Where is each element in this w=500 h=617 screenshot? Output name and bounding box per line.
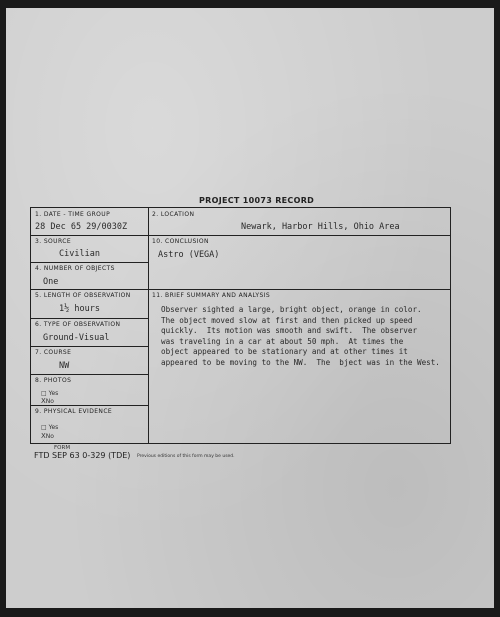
- summary-text: Observer sighted a large, bright object, orange in color. The object moved slow at first and then picked up speed quickly. Its motion was smooth and swift. The observer was traveling in a car at about 50 mph. At times the object appeared to be stationary and at other times it appeared to be moving to the NW. The bject was in the West.: [161, 305, 440, 367]
- photos-yes-option: □ Yes: [41, 390, 59, 397]
- conclusion-label: 10. CONCLUSION: [152, 238, 209, 245]
- date-time-value: 28 Dec 65 29/0030Z: [35, 222, 128, 232]
- evidence-no-mark: X: [41, 432, 46, 440]
- summary-label: 11. BRIEF SUMMARY AND ANALYSIS: [152, 292, 271, 299]
- previous-editions-note: Previous editions of this form may be used.: [137, 454, 235, 459]
- row-divider: [31, 346, 148, 347]
- length-of-observation-value: 1½ hours: [59, 304, 100, 314]
- source-label: 3. SOURCE: [35, 238, 72, 245]
- physical-evidence-label: 9. PHYSICAL EVIDENCE: [35, 408, 113, 415]
- conclusion-value: Astro (VEGA): [158, 250, 220, 260]
- evidence-no-option: XNo: [41, 432, 54, 440]
- form-id: FTD SEP 63 0-329 (TDE): [34, 451, 131, 460]
- course-label: 7. COURSE: [35, 349, 72, 356]
- photos-no-option: XNo: [41, 397, 54, 405]
- form-word: FORM: [54, 445, 71, 451]
- type-of-observation-value: Ground-Visual: [43, 333, 110, 343]
- date-time-label: 1. DATE - TIME GROUP: [35, 211, 111, 218]
- row-divider: [31, 235, 450, 236]
- photos-no-mark: X: [41, 397, 46, 405]
- course-value: NW: [59, 361, 70, 371]
- document-page: [6, 8, 494, 608]
- row-divider: [31, 405, 148, 406]
- evidence-yes-option: □ Yes: [41, 424, 59, 431]
- record-form: [30, 207, 451, 444]
- source-value: Civilian: [59, 249, 100, 259]
- row-divider: [31, 318, 148, 319]
- type-of-observation-label: 6. TYPE OF OBSERVATION: [35, 321, 121, 328]
- column-divider: [148, 208, 149, 443]
- row-divider: [31, 374, 148, 375]
- photos-label: 8. PHOTOS: [35, 377, 72, 384]
- row-divider: [31, 262, 148, 263]
- location-label: 2. LOCATION: [152, 211, 195, 218]
- length-of-observation-label: 5. LENGTH OF OBSERVATION: [35, 292, 131, 299]
- record-title: PROJECT 10073 RECORD: [199, 196, 315, 205]
- number-of-objects-label: 4. NUMBER OF OBJECTS: [35, 265, 115, 272]
- location-value: Newark, Harbor Hills, Ohio Area: [241, 222, 400, 232]
- row-divider: [31, 289, 450, 290]
- number-of-objects-value: One: [43, 277, 59, 287]
